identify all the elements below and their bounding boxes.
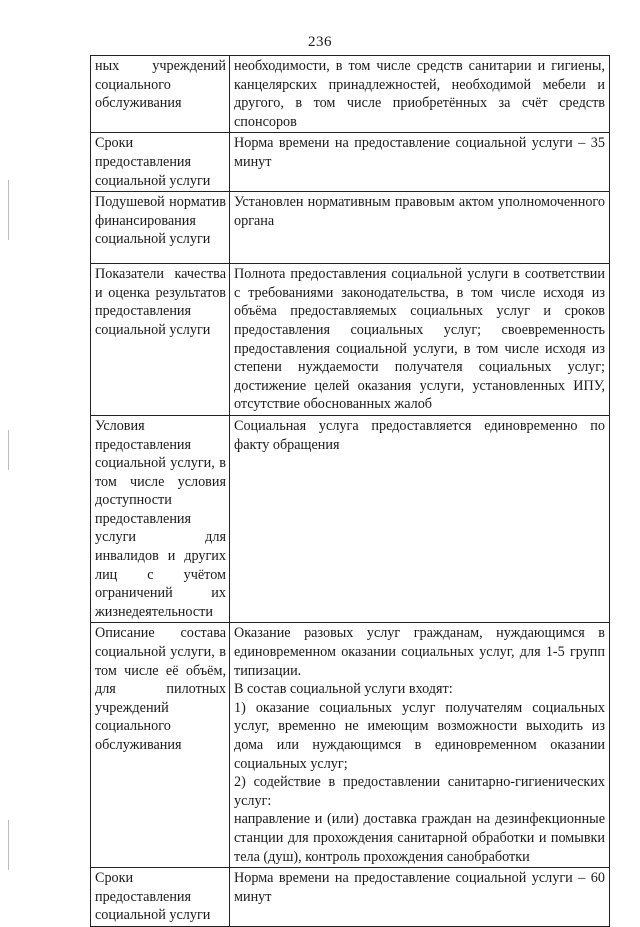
page-number: 236 xyxy=(308,34,332,50)
service-description-table xyxy=(90,55,610,927)
paragraph: Оказание разовых услуг гражданам, нуждающимся в единовременном оказании социальных услуг, для 1-5 групп типизации. xyxy=(234,625,605,679)
row-value: Установлен нормативным правовым актом уполномоченного органа xyxy=(230,192,610,264)
table-row xyxy=(91,623,610,868)
row-label: Показатели качества и оценка результатов предоставления социальной услуги xyxy=(91,264,230,416)
table-row xyxy=(91,133,610,192)
row-label: Сроки предоставления социальной услуги xyxy=(91,133,230,192)
paragraph: 1) оказание социальных услуг получателям социальных услуг, временно не имеющим возможности выходить из дома или нуждающимся в единовременном оказании социальных услуг; xyxy=(234,699,605,772)
row-value: необходимости, в том числе средств санитарии и гигиены, канцелярских принадлежностей, необходимой мебели и другого, в том числе приобретённых за счёт средств спонсоров xyxy=(230,56,610,133)
table-row xyxy=(91,192,610,264)
row-label: Описание состава социальной услуги, в том числе её объём, для пилотных учреждений социального обслуживания xyxy=(91,623,230,868)
row-value: Норма времени на предоставление социальной услуги – 35 минут xyxy=(230,133,610,192)
row-value xyxy=(230,623,610,868)
row-label: Условия предоставления социальной услуги, в том числе условия доступности предоставления услуги для инвалидов и других лиц с учётом ограничений их жизнедеятельности xyxy=(91,415,230,623)
service-description-table-container xyxy=(90,55,609,927)
paragraph: В состав социальной услуги входят: xyxy=(234,681,453,698)
scan-margin-mark xyxy=(8,430,9,470)
paragraph: направление и (или) доставка граждан на дезинфекционные станции для прохождения санитарной обработки и помывки тела (душ), контроль прохождения санобработки xyxy=(234,811,605,865)
table-row xyxy=(91,868,610,927)
paragraph: 2) содействие в предоставлении санитарно-гигиенических услуг: xyxy=(234,774,605,809)
table-row xyxy=(91,56,610,133)
table-row xyxy=(91,415,610,623)
row-value: Социальная услуга предоставляется единовременно по факту обращения xyxy=(230,415,610,623)
row-label: Сроки предоставления социальной услуги xyxy=(91,868,230,927)
row-label: Подушевой норматив финансирования социальной услуги xyxy=(91,192,230,264)
row-value: Полнота предоставления социальной услуги в соответствии с требованиями законодательства, в том числе исходя из объёма предоставляемых социальных услуг и сроков предоставления социальных услуг; своевременность предоставления социальной услуги, в том числе исходя из степени нуждаемости получателя социальных услуг; достижение целей оказания услуги, установленных ИПУ, отсутствие обоснованных жалоб xyxy=(230,264,610,416)
scan-margin-mark xyxy=(8,180,9,240)
table-row xyxy=(91,264,610,416)
row-value: Норма времени на предоставление социальной услуги – 60 минут xyxy=(230,868,610,927)
row-label: ных учреждений социального обслуживания xyxy=(91,56,230,133)
scan-margin-mark xyxy=(8,820,9,870)
